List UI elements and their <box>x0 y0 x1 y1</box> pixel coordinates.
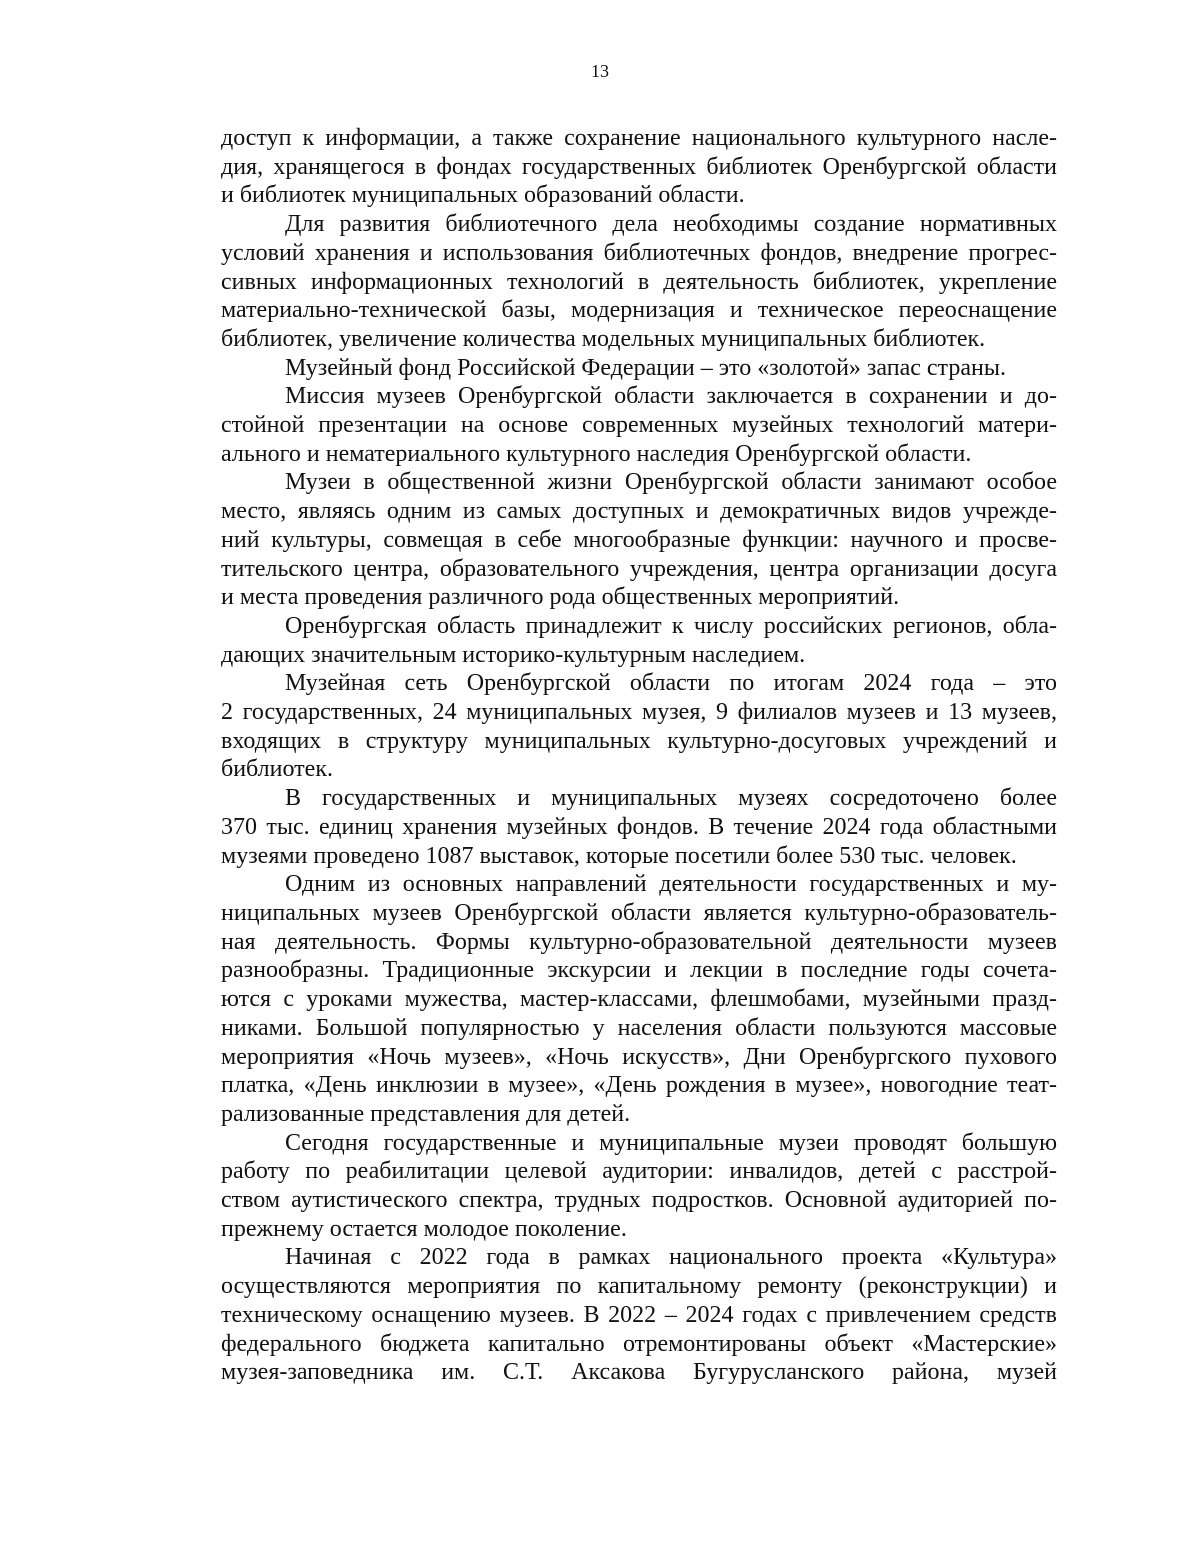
paragraph <box>221 210 1057 354</box>
text-line: Оренбургская область принадлежит к числу российских регионов, обла- <box>285 612 1057 639</box>
paragraph <box>221 1243 1057 1387</box>
text-line: Сегодня государственные и муниципальные музеи проводят большую <box>285 1129 1057 1156</box>
text-line: дия, хранящегося в фондах государственных библиотек Оренбургской области <box>221 153 1057 180</box>
paragraph <box>221 468 1057 612</box>
document-body <box>221 124 1057 1387</box>
text-line: музеями проведено 1087 выставок, которые посетили более 530 тыс. человек. <box>221 842 1017 869</box>
paragraph <box>221 382 1057 468</box>
text-line: материально-технической базы, модернизация и техническое переоснащение <box>221 297 1057 324</box>
text-line: ального и нематериального культурного наследия Оренбургской области. <box>221 440 972 467</box>
paragraph <box>221 612 1057 669</box>
paragraph <box>221 784 1057 870</box>
paragraph <box>221 870 1057 1128</box>
paragraph <box>221 669 1057 784</box>
text-line: Музейный фонд Российской Федерации – это «золотой» запас страны. <box>285 354 1006 381</box>
paragraph <box>221 124 1057 210</box>
text-line: тительского центра, образовательного учреждения, центра организации досуга <box>221 555 1057 582</box>
text-line: Музеи в общественной жизни Оренбургской области занимают особое <box>285 469 1057 496</box>
text-line: 370 тыс. единиц хранения музейных фондов. В течение 2024 года областными <box>221 813 1057 840</box>
text-line: Для развития библиотечного дела необходимы создание нормативных <box>285 211 1057 238</box>
paragraph <box>221 354 1057 383</box>
text-line: техническому оснащению музеев. В 2022 – 2024 годах с привлечением средств <box>221 1301 1057 1328</box>
text-line: ством аутистического спектра, трудных подростков. Основной аудиторией по- <box>221 1187 1057 1214</box>
text-line: стойной презентации на основе современных музейных технологий матери- <box>221 412 1057 439</box>
text-line: библиотек. <box>221 756 333 783</box>
text-line: Начиная с 2022 года в рамках национального проекта «Культура» <box>285 1244 1057 1271</box>
text-line: В государственных и муниципальных музеях сосредоточено более <box>285 785 1057 812</box>
text-line: условий хранения и использования библиотечных фондов, внедрение прогрес- <box>221 239 1057 266</box>
text-line: никами. Большой популярностью у населения области пользуются массовые <box>221 1014 1057 1041</box>
text-line: место, являясь одним из самых доступных и демократичных видов учрежде- <box>221 498 1057 525</box>
text-line: входящих в структуру муниципальных культурно-досуговых учреждений и <box>221 727 1057 754</box>
text-line: работу по реабилитации целевой аудитории: инвалидов, детей с расстрой- <box>221 1158 1057 1185</box>
text-line: осуществляются мероприятия по капитальному ремонту (реконструкции) и <box>221 1273 1057 1300</box>
page-number: 13 <box>591 61 609 81</box>
text-line: Миссия музеев Оренбургской области заключается в сохранении и до- <box>285 383 1057 410</box>
text-line: платка, «День инклюзии в музее», «День рождения в музее», новогодние теат- <box>221 1072 1057 1099</box>
text-line: музея-заповедника им. С.Т. Аксакова Бугурусланского района, музей <box>221 1359 1057 1386</box>
text-line: прежнему остается молодое поколение. <box>221 1215 627 1242</box>
text-line: Музейная сеть Оренбургской области по итогам 2024 года – это <box>285 670 1057 697</box>
text-line: федерального бюджета капитально отремонтированы объект «Мастерские» <box>221 1330 1057 1357</box>
text-line: рализованные представления для детей. <box>221 1100 631 1127</box>
text-line: Одним из основных направлений деятельности государственных и му- <box>285 871 1057 898</box>
text-line: дающих значительным историко-культурным наследием. <box>221 641 806 668</box>
text-line: ниципальных музеев Оренбургской области является культурно-образователь- <box>221 899 1057 926</box>
text-line: 2 государственных, 24 муниципальных музея, 9 филиалов музеев и 13 музеев, <box>221 699 1057 726</box>
text-line: библиотек, увеличение количества модельных муниципальных библиотек. <box>221 325 986 352</box>
text-line: разнообразны. Традиционные экскурсии и лекции в последние годы сочета- <box>221 957 1057 984</box>
text-line: ная деятельность. Формы культурно-образовательной деятельности музеев <box>221 928 1057 955</box>
text-line: ются с уроками мужества, мастер-классами, флешмобами, музейными празд- <box>221 986 1057 1013</box>
text-line: и библиотек муниципальных образований области. <box>221 182 745 209</box>
text-line: сивных информационных технологий в деятельность библиотек, укрепление <box>221 268 1057 295</box>
text-line: и места проведения различного рода общественных мероприятий. <box>221 584 900 611</box>
text-line: ний культуры, совмещая в себе многообразные функции: научного и просве- <box>221 526 1057 553</box>
paragraph <box>221 1129 1057 1244</box>
text-line: мероприятия «Ночь музеев», «Ночь искусств», Дни Оренбургского пухового <box>221 1043 1057 1070</box>
text-line: доступ к информации, а также сохранение национального культурного насле- <box>221 125 1057 151</box>
